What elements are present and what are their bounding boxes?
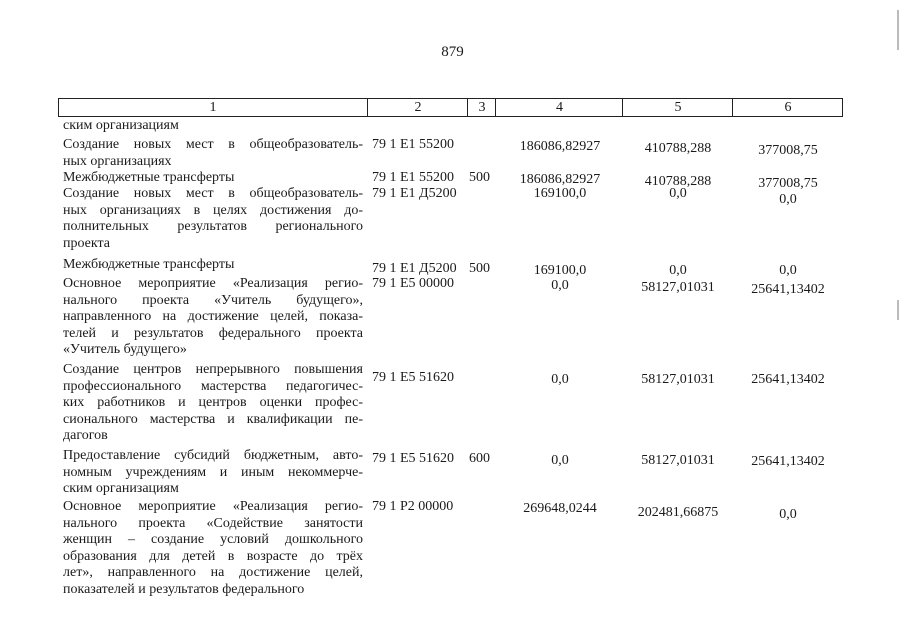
row-value-col4: 0,0	[551, 372, 569, 387]
row-name-line: телей и результатов федерального проекта	[63, 325, 363, 341]
header-col-1: 1	[209, 100, 217, 115]
row-name	[63, 276, 363, 359]
header-col-6: 6	[732, 99, 843, 116]
row-name	[63, 362, 363, 445]
row-expense-type: 600	[469, 451, 490, 466]
row-code: 79 1 E1 55200	[372, 170, 455, 185]
header-col-5: 5	[622, 99, 733, 116]
row-name	[63, 186, 363, 252]
row-value-col4: 0,0	[551, 278, 569, 293]
row-value-col6: 0,0	[779, 507, 797, 522]
row-value-col4: 186086,82927	[519, 139, 601, 154]
row-name-line: женщин – создание условий дошкольного	[63, 532, 363, 547]
scan-edge-mark	[897, 10, 899, 50]
row-value-col4: 186086,82927	[519, 172, 601, 187]
row-name-line: Создание новых мест в общеобразователь-	[63, 186, 363, 201]
row-value-col6: 25641,13402	[751, 454, 825, 469]
table-header	[58, 98, 843, 117]
header-col-4: 4	[495, 99, 623, 116]
row-name	[63, 448, 363, 498]
header-col-2: 2	[367, 99, 468, 116]
row-name-line: нального проекта «Содействие занятости	[63, 515, 363, 531]
row-name-line: профессионального мастерства педагогичес-	[63, 378, 363, 394]
row-code: 79 1 E5 00000	[372, 276, 455, 291]
row-value-col4: 269648,0244	[523, 501, 597, 516]
row-value-col5: 202481,66875	[637, 505, 719, 520]
row-value-col6: 0,0	[779, 192, 797, 207]
row-name-line: Создание новых мест в общеобразователь-	[63, 137, 363, 152]
row-name-line: ных организациях в целях достижения до-	[63, 202, 363, 218]
row-name	[63, 170, 363, 187]
row-name-line: проекта	[63, 235, 110, 251]
row-value-col6: 377008,75	[758, 176, 818, 191]
page-number: 879	[441, 44, 464, 60]
header-col-3: 3	[467, 99, 496, 116]
row-name-line: «Учитель будущего»	[63, 342, 187, 357]
row-name-line: Межбюджетные трансферты	[63, 170, 235, 185]
row-code: 79 1 E5 51620	[372, 370, 455, 385]
row-name-line: нального проекта «Учитель будущего»,	[63, 292, 363, 308]
row-value-col5: 0,0	[669, 263, 687, 278]
row-code: 79 1 E1 Д5200	[372, 186, 457, 201]
row-code: 79 1 P2 00000	[372, 499, 454, 514]
row-name	[63, 137, 363, 170]
row-value-col5: 410788,288	[644, 141, 712, 156]
row-name-line: полнительных результатов регионального	[63, 219, 363, 234]
row-name-line: дагогов	[63, 428, 108, 443]
row-value-col5: 58127,01031	[641, 453, 715, 468]
row-name	[63, 118, 363, 135]
row-expense-type: 500	[469, 170, 490, 185]
row-value-col6: 25641,13402	[751, 282, 825, 297]
row-name-line: Создание центров непрерывного повышения	[63, 362, 363, 377]
row-code: 79 1 E5 51620	[372, 451, 455, 466]
row-value-col4: 169100,0	[533, 263, 587, 278]
row-name	[63, 499, 363, 598]
row-value-col4: 169100,0	[533, 186, 587, 201]
row-name-line: направленного на достижение целей, показа-	[63, 309, 363, 324]
row-value-col5: 0,0	[669, 186, 687, 201]
row-code: 79 1 E1 Д5200	[372, 261, 457, 276]
row-value-col5: 58127,01031	[641, 372, 715, 387]
row-name-line: Основное мероприятие «Реализация регио-	[63, 499, 363, 514]
row-name-line: Предоставление субсидий бюджетным, авто-	[63, 448, 363, 463]
row-name-line: ским организациям	[63, 118, 179, 133]
row-value-col6: 0,0	[779, 263, 797, 278]
row-name-line: показателей и результатов федерального	[63, 581, 305, 597]
row-value-col5: 410788,288	[644, 174, 712, 189]
row-name-line: образования для детей в возрасте до трёх	[63, 548, 363, 564]
scan-edge-mark	[897, 300, 899, 320]
row-value-col6: 377008,75	[758, 143, 818, 158]
row-name-line: ским организациям	[63, 481, 179, 496]
row-name-line: Межбюджетные трансферты	[63, 257, 235, 272]
row-name-line: номным учреждениям и иным некоммерче-	[63, 464, 363, 480]
row-name-line: Основное мероприятие «Реализация регио-	[63, 276, 363, 291]
row-name	[63, 257, 363, 274]
row-value-col6: 25641,13402	[751, 372, 825, 387]
row-code: 79 1 E1 55200	[372, 137, 455, 152]
row-value-col5: 58127,01031	[641, 280, 715, 295]
row-expense-type: 500	[469, 261, 490, 276]
row-name-line: лет», направленного на достижение целей,	[63, 565, 363, 580]
row-name-line: ных организациях	[63, 153, 172, 169]
row-name-line: сионального мастерства и квалификации пе-	[63, 411, 363, 427]
row-name-line: ких работников и центров оценки профес-	[63, 395, 363, 410]
row-value-col4: 0,0	[551, 453, 569, 468]
